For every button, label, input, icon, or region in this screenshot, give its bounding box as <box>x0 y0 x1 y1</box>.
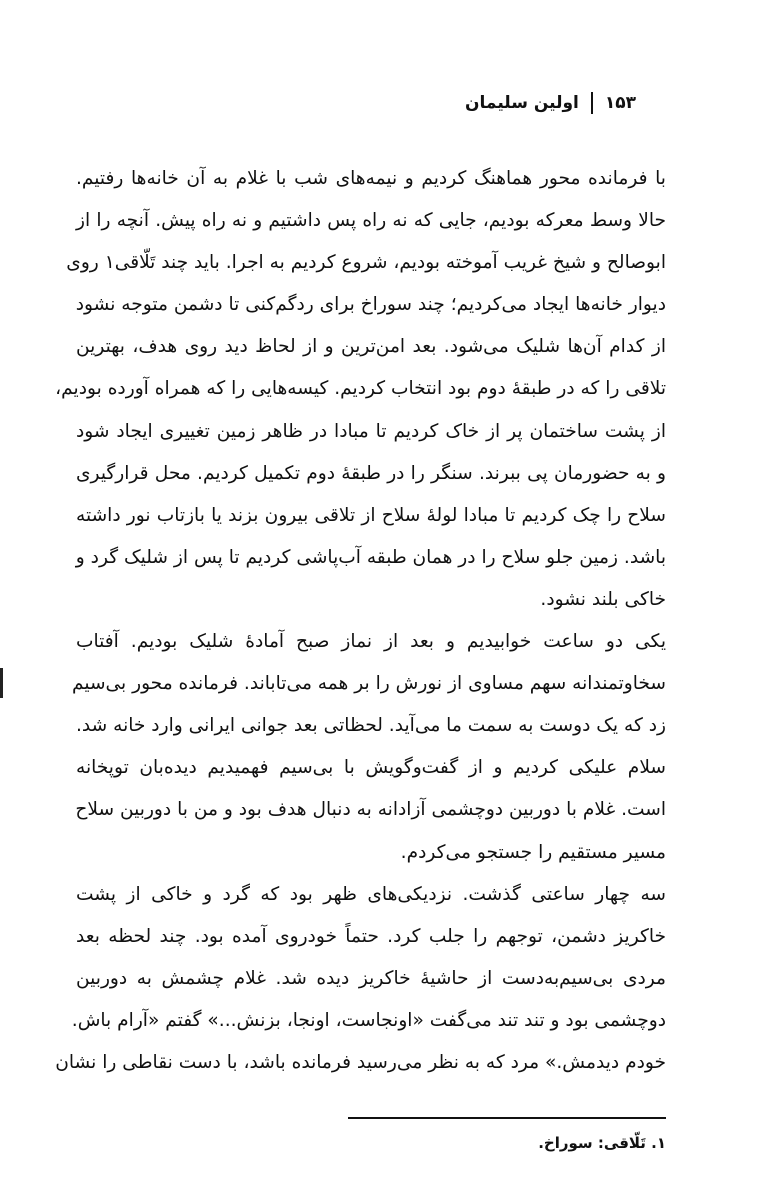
text-line: یکی دو ساعت خوابیدیم و بعد از نماز صبح آمادهٔ شلیک بودیم. آفتاب <box>76 631 666 653</box>
text-line: ابوصالح و شیخ غریب آموخته بودیم، شروع کردیم به اجرا. باید چند تَلّاقی۱ روی <box>66 252 666 274</box>
book-title: اولین سلیمان <box>465 93 579 113</box>
text-line: تلاقی را که در طبقهٔ دوم بود انتخاب کردیم. کیسه‌هایی را که همراه آورده بودیم، <box>55 378 666 400</box>
text-line: خودم دیدمش.» مرد که به نظر می‌رسید فرمانده باشد، با دست نقاطی را نشان <box>55 1051 666 1073</box>
text-line: مسیر مستقیم را جستجو می‌کردم. <box>400 841 666 863</box>
running-header <box>465 92 636 114</box>
text-line: باشد. زمین جلو سلاح را در همان طبقه آب‌پاشی کردیم تا پس از شلیک گرد و <box>75 546 666 568</box>
text-line: سخاوتمندانه سهم مساوی از نورش را بر همه می‌تاباند. فرمانده محور بی‌سیم <box>71 673 666 695</box>
footnote-rule <box>348 1117 666 1119</box>
text-line: از پشت ساختمان پر از خاک کردیم تا مبادا در ظاهر زمین تغییری ایجاد شود <box>76 420 666 442</box>
text-line: و به حضورمان پی ببرند. سنگر را در طبقهٔ دوم تکمیل کردیم. محل قرارگیری <box>76 462 666 484</box>
text-line: دیوار خانه‌ها ایجاد می‌کردیم؛ چند سوراخ برای ردگم‌کنی تا دشمن متوجه نشود <box>75 294 666 316</box>
footnote: ۱. تَلّاقی: سوراخ. <box>538 1134 666 1152</box>
text-line: سه چهار ساعتی گذشت. نزدیکی‌های ظهر بود که گرد و خاکی از پشت <box>76 883 666 905</box>
text-line: سلاح را چک کردیم تا مبادا لولهٔ سلاح از تلاقی بیرون بزند یا بازتاب نور داشته <box>76 504 666 526</box>
text-line: است. غلام با دوربین دوچشمی آزادانه به دنبال هدف بود و من با دوربین سلاح <box>75 799 666 821</box>
text-line: با فرمانده محور هماهنگ کردیم و نیمه‌های شب با غلام به آن خانه‌ها رفتیم. <box>76 168 666 189</box>
text-line: سلام علیکی کردیم و از گفت‌وگویش با بی‌سیم فهمیدیم دیده‌بان توپخانه <box>76 757 666 779</box>
page-edge-mark <box>0 668 3 698</box>
text-line: مردی بی‌سیم‌به‌دست از حاشیهٔ خاکریز دیده شد. غلام چشمش به دوربین <box>76 967 666 989</box>
text-line: از کدام آن‌ها شلیک می‌شود. بعد امن‌ترین و از لحاظ دید روی هدف، بهترین <box>76 336 666 358</box>
header-divider <box>591 92 593 114</box>
text-line: زد که یک دوست به سمت ما می‌آید. لحظاتی بعد جوانی ایرانی وارد خانه شد. <box>75 715 666 737</box>
page-number: ۱۵۳ <box>604 93 636 113</box>
body-text <box>55 158 666 1084</box>
text-line: حالا وسط معرکه بودیم، جایی که نه راه پس داشتیم و نه راه پیش. آنچه را از <box>76 210 666 232</box>
text-line: دوچشمی بود و تند تند می‌گفت «اونجاست، اونجا، بزنش...» گفتم «آرام باش. <box>71 1009 666 1031</box>
text-line: خاکریز دشمن، توجهم را جلب کرد. حتماً خودروی آمده بود. چند لحظه بعد <box>76 925 666 947</box>
text-line: خاکی بلند نشود. <box>540 588 666 610</box>
